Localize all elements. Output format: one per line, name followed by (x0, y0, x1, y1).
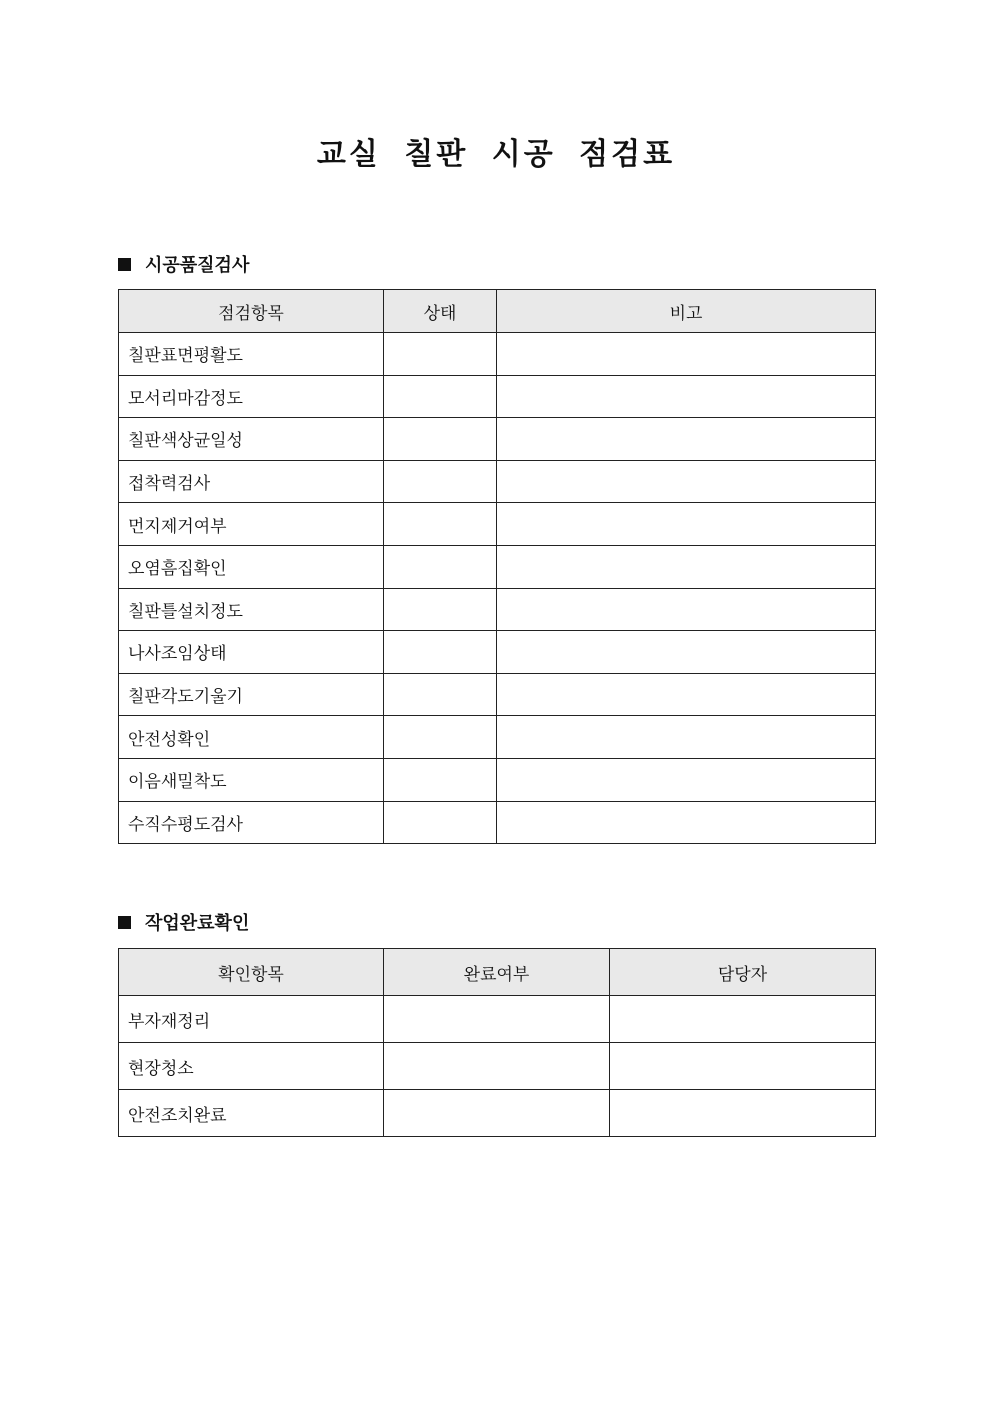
manager-cell[interactable] (610, 1090, 876, 1137)
work-completion-table (118, 948, 876, 1137)
column-header-completed: 완료여부 (384, 949, 610, 996)
remarks-cell[interactable] (497, 631, 876, 674)
remarks-cell[interactable] (497, 503, 876, 546)
column-header-manager: 담당자 (610, 949, 876, 996)
table-row (119, 1090, 876, 1137)
status-cell[interactable] (384, 673, 497, 716)
section-heading-completion (118, 909, 249, 935)
remarks-cell[interactable] (497, 588, 876, 631)
table-row (119, 588, 876, 631)
section-heading-quality (118, 251, 249, 277)
status-cell[interactable] (384, 503, 497, 546)
check-item-cell: 먼지제거여부 (119, 503, 384, 546)
column-header-confirm-item: 확인항목 (119, 949, 384, 996)
confirm-item-cell: 현장청소 (119, 1043, 384, 1090)
quality-inspection-table (118, 289, 876, 844)
column-header-remarks: 비고 (497, 290, 876, 333)
column-header-check-item: 점검항목 (119, 290, 384, 333)
completed-cell[interactable] (384, 996, 610, 1043)
section-heading-label: 작업완료확인 (145, 913, 250, 934)
check-item-cell: 수직수평도검사 (119, 801, 384, 844)
remarks-cell[interactable] (497, 333, 876, 376)
check-item-cell: 칠판각도기울기 (119, 673, 384, 716)
check-item-cell: 안전성확인 (119, 716, 384, 759)
table-row (119, 418, 876, 461)
status-cell[interactable] (384, 460, 497, 503)
square-bullet-icon (118, 258, 131, 271)
check-item-cell: 모서리마감정도 (119, 375, 384, 418)
table-row (119, 545, 876, 588)
table-row (119, 333, 876, 376)
table-row (119, 631, 876, 674)
manager-cell[interactable] (610, 996, 876, 1043)
status-cell[interactable] (384, 418, 497, 461)
table-row (119, 716, 876, 759)
status-cell[interactable] (384, 588, 497, 631)
remarks-cell[interactable] (497, 375, 876, 418)
confirm-item-cell: 안전조치완료 (119, 1090, 384, 1137)
status-cell[interactable] (384, 631, 497, 674)
remarks-cell[interactable] (497, 673, 876, 716)
check-item-cell: 이음새밀착도 (119, 758, 384, 801)
table-row (119, 758, 876, 801)
status-cell[interactable] (384, 545, 497, 588)
remarks-cell[interactable] (497, 460, 876, 503)
manager-cell[interactable] (610, 1043, 876, 1090)
table-row (119, 503, 876, 546)
remarks-cell[interactable] (497, 801, 876, 844)
status-cell[interactable] (384, 716, 497, 759)
section-heading-label: 시공품질검사 (145, 255, 250, 276)
remarks-cell[interactable] (497, 758, 876, 801)
table-row (119, 460, 876, 503)
table-row (119, 673, 876, 716)
completed-cell[interactable] (384, 1090, 610, 1137)
table-header-row (119, 290, 876, 333)
square-bullet-icon (118, 916, 131, 929)
status-cell[interactable] (384, 758, 497, 801)
remarks-cell[interactable] (497, 716, 876, 759)
table-row (119, 801, 876, 844)
check-item-cell: 칠판색상균일성 (119, 418, 384, 461)
check-item-cell: 나사조임상태 (119, 631, 384, 674)
check-item-cell: 칠판표면평활도 (119, 333, 384, 376)
table-row (119, 996, 876, 1043)
status-cell[interactable] (384, 333, 497, 376)
check-item-cell: 접착력검사 (119, 460, 384, 503)
table-row (119, 1043, 876, 1090)
status-cell[interactable] (384, 801, 497, 844)
check-item-cell: 오염흠집확인 (119, 545, 384, 588)
remarks-cell[interactable] (497, 418, 876, 461)
column-header-status: 상태 (384, 290, 497, 333)
page-title: 교실 칠판 시공 점검표 (316, 137, 676, 172)
confirm-item-cell: 부자재정리 (119, 996, 384, 1043)
table-header-row (119, 949, 876, 996)
completed-cell[interactable] (384, 1043, 610, 1090)
table-row (119, 375, 876, 418)
remarks-cell[interactable] (497, 545, 876, 588)
status-cell[interactable] (384, 375, 497, 418)
check-item-cell: 칠판틀설치정도 (119, 588, 384, 631)
